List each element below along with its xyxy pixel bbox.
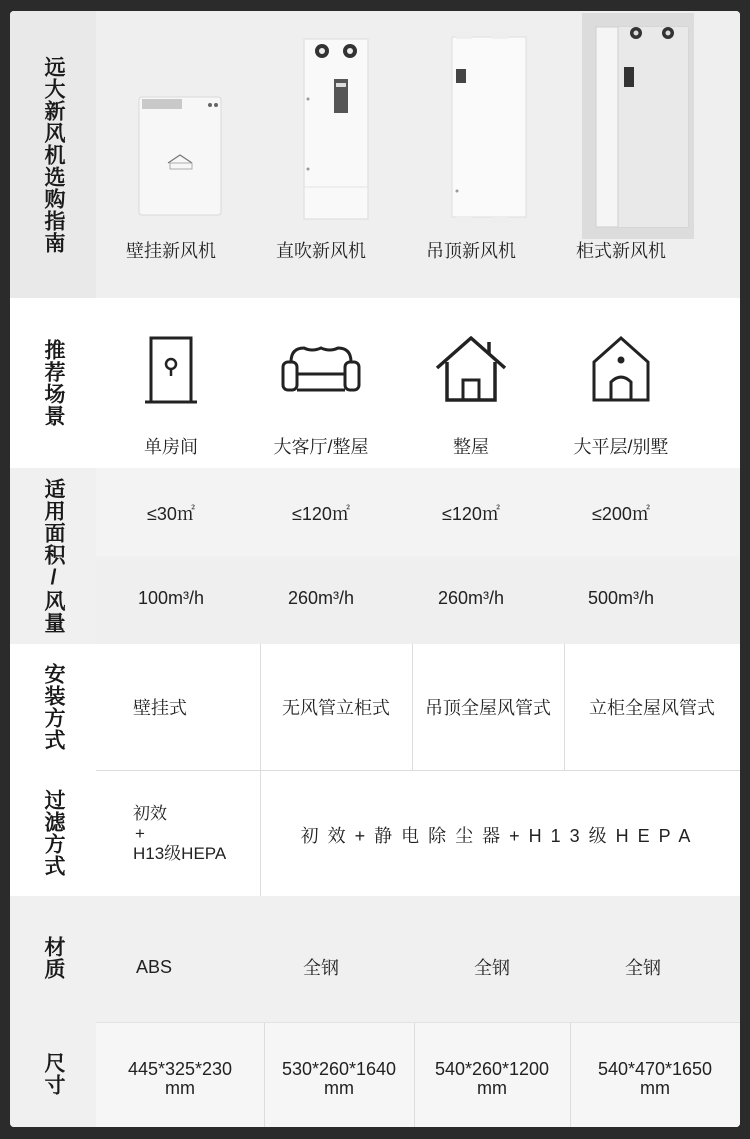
guide-title-column [10,11,96,298]
material-size-section [10,896,740,1127]
airflow-value: 500m³/h [587,587,655,608]
comparison-sheet [10,11,740,1127]
install-value: 无风管立柜式 [282,698,390,718]
door-icon [141,328,201,408]
filter-title: 过滤方式 [42,789,65,877]
size-dims: 540*260*1200 [434,1059,550,1079]
scene-single-room [96,298,246,468]
filter-shared: 初效+静电除尘器+H13级HEPA [300,826,700,846]
product-wall-mounted[interactable] [96,11,246,298]
product-ceiling[interactable] [396,11,546,298]
ceiling-unit-image [396,11,546,231]
install-title: 安装方式 [42,663,65,751]
wall-mounted-unit-image [96,11,246,231]
airflow-value: 100m³/h [137,587,205,608]
scene-title-column [10,298,96,468]
divider [96,770,740,771]
material-value: 全钢 [303,958,339,978]
airflow-value: 260m³/h [287,587,355,608]
size-unit: mm [165,1078,195,1098]
area-value: ≤200㎡ [592,504,650,524]
material-value: ABS [136,956,173,977]
product-cabinet[interactable] [546,11,696,298]
size-unit: mm [477,1078,507,1098]
guide-title: 远大新风机选购指南 [42,55,65,254]
area-section [10,468,740,644]
product-name: 柜式新风机 [576,241,666,261]
house-icon [431,328,511,408]
filter-line: H13级HEPA [133,844,227,863]
filter-line: 初效 [133,804,167,823]
product-name: 直吹新风机 [276,241,366,261]
scene-whole-house [396,298,546,468]
material-title: 材质 [42,936,65,980]
size-unit: mm [324,1078,354,1098]
size-cell [96,1054,264,1104]
product-direct-blow[interactable] [246,11,396,298]
size-cell [414,1054,570,1104]
scene-label: 大平层/别墅 [573,437,669,457]
size-cell [264,1054,414,1104]
filter-first [96,796,260,872]
material-title-column [10,896,96,1020]
scene-label: 整屋 [453,437,489,457]
scene-living-room [246,298,396,468]
cabinet-unit-image [546,11,696,231]
scene-villa [546,298,696,468]
material-value: 全钢 [625,958,661,978]
install-filter-section [10,644,740,896]
size-unit: mm [640,1078,670,1098]
size-title: 尺寸 [42,1051,65,1096]
products-section [10,11,740,298]
airflow-value: 260m³/h [437,587,505,608]
area-title: 适用面积/风量 [42,478,65,634]
install-value: 吊顶全屋风管式 [425,698,551,718]
size-cell [570,1054,740,1104]
install-value: 立柜全屋风管式 [589,698,715,718]
scene-section [10,298,740,468]
sofa-icon [276,328,366,408]
install-value: 壁挂式 [133,698,187,718]
area-value: ≤120㎡ [292,504,350,524]
scene-label: 单房间 [144,437,198,457]
scene-title: 推荐场景 [42,339,65,427]
size-title-column [10,1020,96,1127]
filter-title-column [10,770,96,896]
size-dims: 540*470*1650 [597,1059,713,1079]
area-title-column [10,468,96,644]
size-dims: 445*325*230 [127,1059,233,1079]
villa-icon [586,328,656,408]
size-dims: 530*260*1640 [281,1059,397,1079]
area-value: ≤30㎡ [147,504,195,524]
product-name: 壁挂新风机 [126,241,216,261]
product-name: 吊顶新风机 [426,241,516,261]
scene-label: 大客厅/整屋 [273,437,369,457]
direct-blow-unit-image [246,11,396,231]
install-title-column [10,644,96,770]
filter-line: + [135,824,145,843]
material-value: 全钢 [474,958,510,978]
area-value: ≤120㎡ [442,504,500,524]
